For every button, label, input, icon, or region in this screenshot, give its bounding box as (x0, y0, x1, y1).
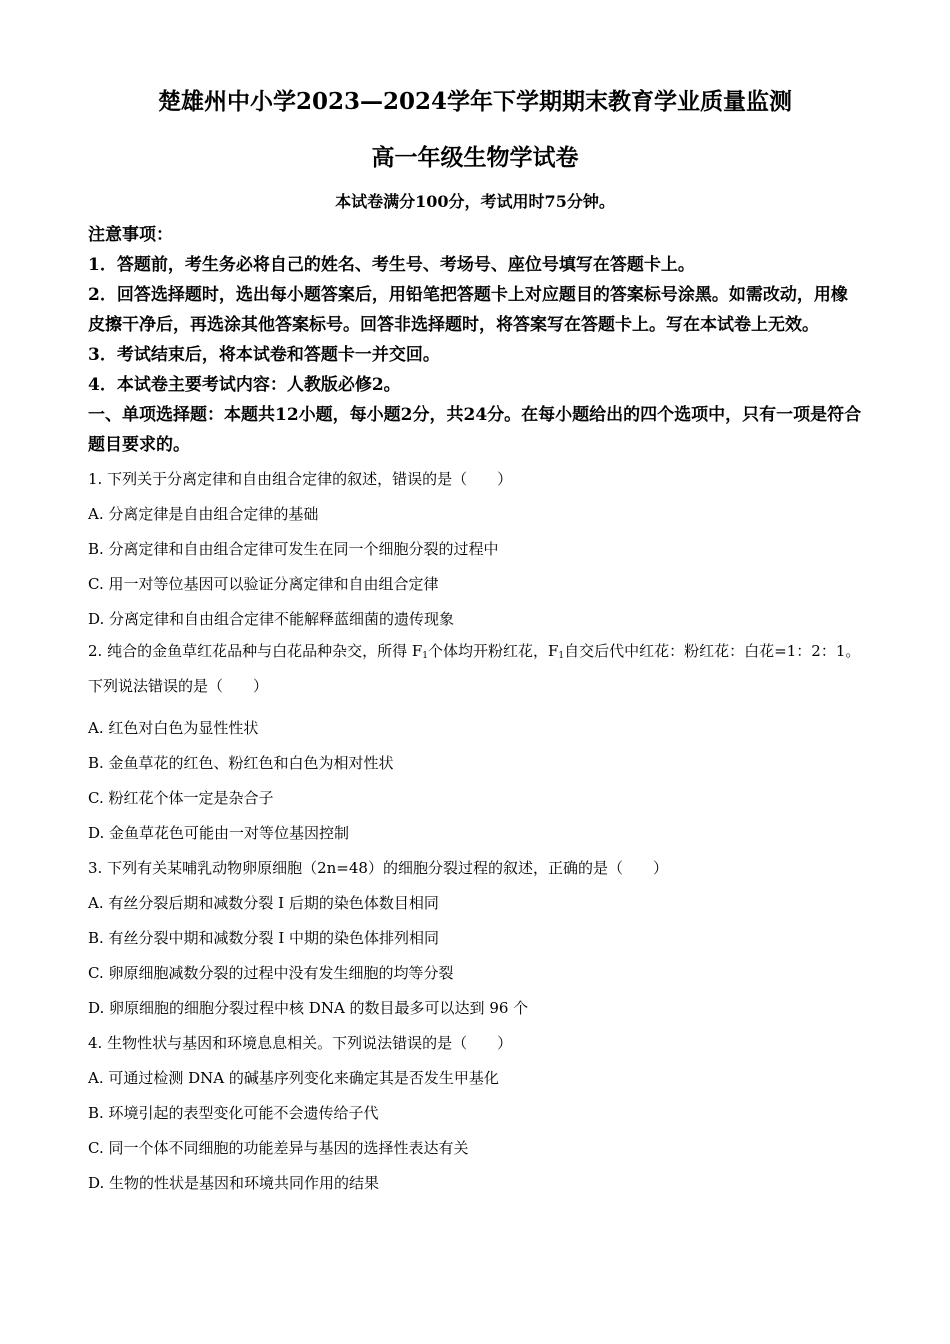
notice-item: 2．回答选择题时，选出每小题答案后，用铅笔把答题卡上对应题目的答案标号涂黑。如需改动，用橡皮擦干净后，再选涂其他答案标号。回答非选择题时，将答案写在答题卡上。写在本试卷上无效。 (88, 285, 848, 335)
question-option: D. 卵原细胞的细胞分裂过程中核 DNA 的数目最多可以达到 96 个 (88, 999, 529, 1017)
question-option: A. 红色对白色为显性性状 (88, 719, 259, 737)
question-option: C. 卵原细胞减数分裂的过程中没有发生细胞的均等分裂 (88, 964, 454, 982)
question-stem: 1. 下列关于分离定律和自由组合定律的叙述，错误的是（ ） (88, 470, 513, 488)
question-option: D. 分离定律和自由组合定律不能解释蓝细菌的遗传现象 (88, 610, 455, 628)
question-stem: 2. 纯合的金鱼草红花品种与白花品种杂交，所得 $F_1$个体均开粉红花，$F_1$自交后代中红花：粉红花：白花=1：2：1。下列说法错误的是（ ） (88, 642, 861, 695)
exam-subtitle: 本试卷满分100分，考试用时75分钟。 (335, 192, 615, 211)
notice-item: 4．本试卷主要考试内容：人教版必修2。 (88, 375, 401, 395)
question-option: D. 生物的性状是基因和环境共同作用的结果 (88, 1174, 380, 1192)
question-stem: 3. 下列有关某哺乳动物卵原细胞（2n=48）的细胞分裂过程的叙述，正确的是（ ） (88, 859, 668, 877)
question-option: B. 环境引起的表型变化可能不会遗传给子代 (88, 1104, 379, 1122)
question-option: A. 有丝分裂后期和减数分裂 I 后期的染色体数目相同 (88, 894, 439, 912)
question-option: B. 有丝分裂中期和减数分裂 I 中期的染色体排列相同 (88, 929, 440, 947)
question-option: B. 分离定律和自由组合定律可发生在同一个细胞分裂的过程中 (88, 540, 499, 558)
notice-heading: 注意事项： (88, 225, 173, 245)
question-option: A. 分离定律是自由组合定律的基础 (88, 505, 319, 523)
question-option: C. 用一对等位基因可以验证分离定律和自由组合定律 (88, 575, 439, 593)
question-option: A. 可通过检测 DNA 的碱基序列变化来确定其是否发生甲基化 (88, 1069, 499, 1087)
section-heading: 一、单项选择题：本题共12小题，每小题2分，共24分。在每小题给出的四个选项中，只有一项是符合题目要求的。 (88, 405, 862, 455)
question-option: D. 金鱼草花色可能由一对等位基因控制 (88, 824, 350, 842)
notice-item: 1．答题前，考生务必将自己的姓名、考生号、考场号、座位号填写在答题卡上。 (88, 255, 695, 275)
exam-title-line2: 高一年级生物学试卷 (371, 144, 579, 171)
question-option: B. 金鱼草花的红色、粉红色和白色为相对性状 (88, 754, 394, 772)
notice-item: 3．考试结束后，将本试卷和答题卡一并交回。 (88, 345, 440, 365)
question-option: C. 粉红花个体一定是杂合子 (88, 789, 274, 807)
question-stem: 4. 生物性状与基因和环境息息相关。下列说法错误的是（ ） (88, 1034, 513, 1052)
question-option: C. 同一个体不同细胞的功能差异与基因的选择性表达有关 (88, 1139, 469, 1157)
exam-title-line1: 楚雄州中小学2023—2024学年下学期期末教育学业质量监测 (157, 88, 793, 115)
